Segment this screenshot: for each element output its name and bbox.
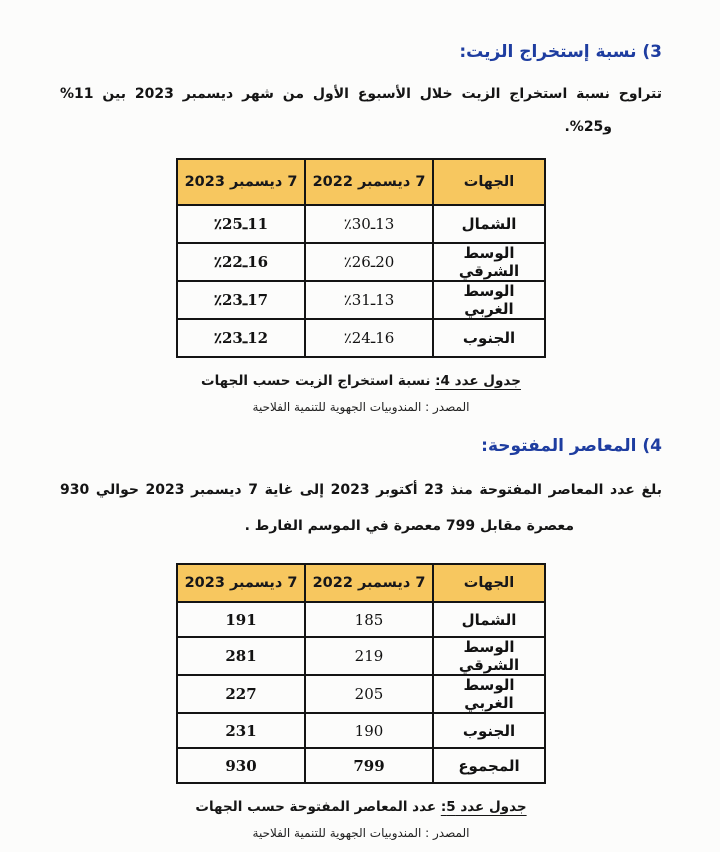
region-total: المجموع (433, 748, 545, 783)
central-west-2023-value: ٪23ـ17 (177, 281, 305, 319)
central-west-2022-value: ٪31ـ13 (305, 281, 433, 319)
north-2022-value: ٪30ـ13 (305, 205, 433, 243)
region-central-west: الوسط الغربي (433, 675, 545, 713)
region-central-east: الوسط الشرقي (433, 637, 545, 675)
header-dec-2023: 7 ديسمبر 2023 (177, 159, 305, 205)
table-header-row (177, 159, 545, 205)
north-2022-count: 185 (305, 602, 433, 637)
open-mills-table (176, 563, 546, 784)
central-east-2023-count: 281 (177, 637, 305, 675)
table-5-caption (60, 799, 662, 815)
table-4-caption (60, 373, 662, 389)
table-row (177, 281, 545, 319)
central-east-2023-value: ٪22ـ16 (177, 243, 305, 281)
section-3-heading: 3) نسبة إستخراج الزيت: (459, 42, 662, 62)
table-header-row (177, 564, 545, 602)
table-row (177, 602, 545, 637)
section-4-paragraph-line-1: بلغ عدد المعاصر المفتوحة منذ 23 أكتوبر 2023 إلى غاية 7 ديسمبر 2023 حوالي 930 (60, 482, 662, 498)
table-4-source: المصدر : المندوبيات الجهوية للتنمية الفلاحية (252, 400, 470, 414)
region-south: الجنوب (433, 319, 545, 357)
oil-extraction-table-wrapper (60, 158, 662, 358)
table-row (177, 713, 545, 748)
section-3-paragraph-line-2: و25%. (564, 119, 612, 135)
south-2022-count: 190 (305, 713, 433, 748)
table-row (177, 243, 545, 281)
region-north: الشمال (433, 205, 545, 243)
table-total-row (177, 748, 545, 783)
south-2023-count: 231 (177, 713, 305, 748)
section-4-paragraph (60, 472, 662, 544)
header-regions: الجهات (433, 159, 545, 205)
total-2023-count: 930 (177, 748, 305, 783)
total-2022-count: 799 (305, 748, 433, 783)
header-regions: الجهات (433, 564, 545, 602)
south-2022-value: ٪24ـ16 (305, 319, 433, 357)
north-2023-count: 191 (177, 602, 305, 637)
header-dec-2022: 7 ديسمبر 2022 (305, 159, 433, 205)
section-3-paragraph (60, 78, 662, 144)
central-east-2022-count: 219 (305, 637, 433, 675)
section-3-paragraph-line-1: تتراوح نسبة استخراج الزيت خلال الأسبوع الأول من شهر ديسمبر 2023 بين 11% (60, 86, 662, 102)
central-west-2023-count: 227 (177, 675, 305, 713)
open-mills-table-wrapper (60, 563, 662, 784)
table-row (177, 637, 545, 675)
section-4-paragraph-line-2: معصرة مقابل 799 معصرة في الموسم الفارط . (244, 518, 574, 534)
header-dec-2022: 7 ديسمبر 2022 (305, 564, 433, 602)
region-south: الجنوب (433, 713, 545, 748)
table-row (177, 675, 545, 713)
table-4-caption-text: نسبة استخراج الزيت حسب الجهات (201, 373, 436, 389)
section-4-heading: 4) المعاصر المفتوحة: (481, 436, 662, 456)
central-west-2022-count: 205 (305, 675, 433, 713)
central-east-2022-value: ٪26ـ20 (305, 243, 433, 281)
region-central-west: الوسط الغربي (433, 281, 545, 319)
oil-extraction-table (176, 158, 546, 358)
table-5-caption-label: جدول عدد 5: (440, 799, 527, 815)
south-2023-value: ٪23ـ12 (177, 319, 305, 357)
region-central-east: الوسط الشرقي (433, 243, 545, 281)
region-north: الشمال (433, 602, 545, 637)
table-row (177, 205, 545, 243)
table-5-caption-text: عدد المعاصر المفتوحة حسب الجهات (195, 799, 441, 815)
table-5-source: المصدر : المندوبيات الجهوية للتنمية الفلاحية (252, 826, 470, 840)
north-2023-value: ٪25ـ11 (177, 205, 305, 243)
table-4-caption-label: جدول عدد 4: (435, 373, 521, 389)
header-dec-2023: 7 ديسمبر 2023 (177, 564, 305, 602)
table-row (177, 319, 545, 357)
